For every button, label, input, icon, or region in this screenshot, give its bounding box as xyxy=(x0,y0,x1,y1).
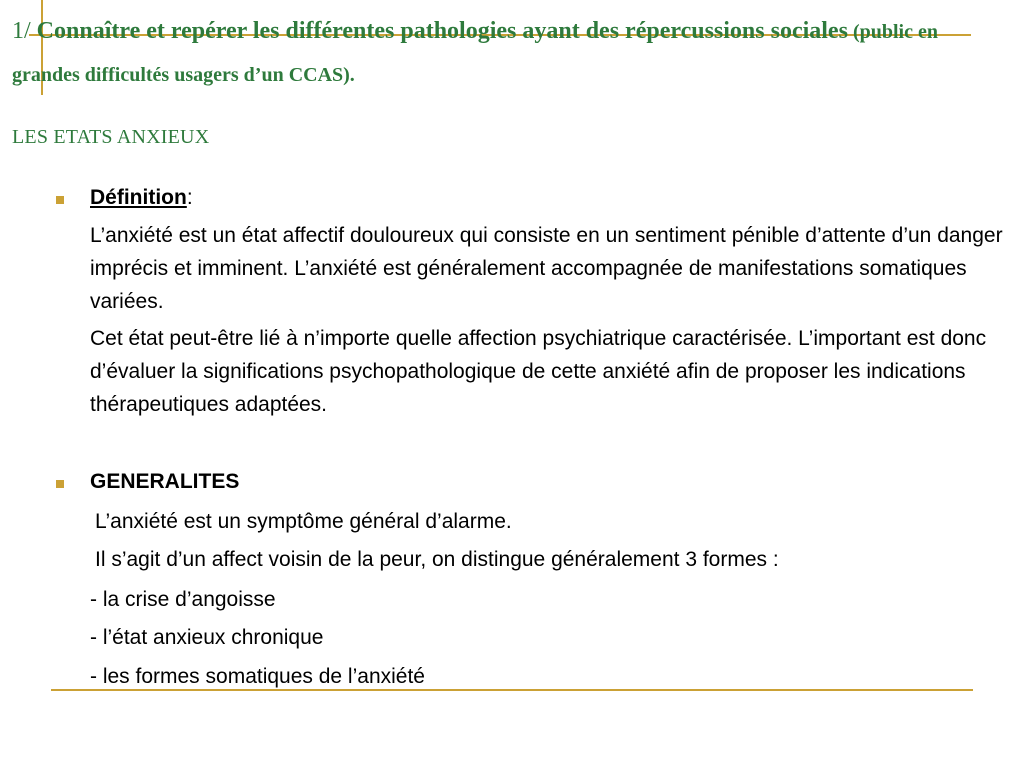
title-main: Connaître et repérer les différentes pathologies ayant des répercussions sociales xyxy=(36,18,848,44)
definition-paragraph-1: L’anxiété est un état affectif douloureux qui consiste en un sentiment pénible d’attente d’un danger imprécis et imminent. L’anxiété est généralement accompagnée de manifestations somatiques variées. xyxy=(90,224,1003,313)
generalites-line-2: Il s’agit d’un affect voisin de la peur, on distingue généralement 3 formes : xyxy=(95,548,779,571)
definition-colon: : xyxy=(186,186,193,209)
form-item: - les formes somatiques de l’anxiété xyxy=(90,665,425,688)
title-subtitle: (public en grandes difficultés usagers d’un CCAS). xyxy=(12,21,938,86)
decorative-bottom-line xyxy=(51,689,973,691)
square-bullet-icon xyxy=(56,480,64,488)
form-item: - la crise d’angoisse xyxy=(90,588,276,611)
generalites-line-1: L’anxiété est un symptôme général d’alarme. xyxy=(95,510,512,533)
title-number: 1/ xyxy=(12,18,37,44)
definition-heading xyxy=(90,185,193,211)
form-item: - l’état anxieux chronique xyxy=(90,626,324,649)
definition-paragraph-2: Cet état peut-être lié à n’importe quelle affection psychiatrique caractérisée. L’important est donc d’évaluer la significations psychopathologique de cette anxiété afin de proposer les indications thérapeutiques adaptées. xyxy=(90,327,987,416)
square-bullet-icon xyxy=(56,196,64,204)
generalites-label: GENERALITES xyxy=(90,470,240,493)
slide-title xyxy=(12,10,1002,96)
definition-label: Définition xyxy=(90,186,187,209)
section-heading: LES ETATS ANXIEUX xyxy=(12,126,210,148)
